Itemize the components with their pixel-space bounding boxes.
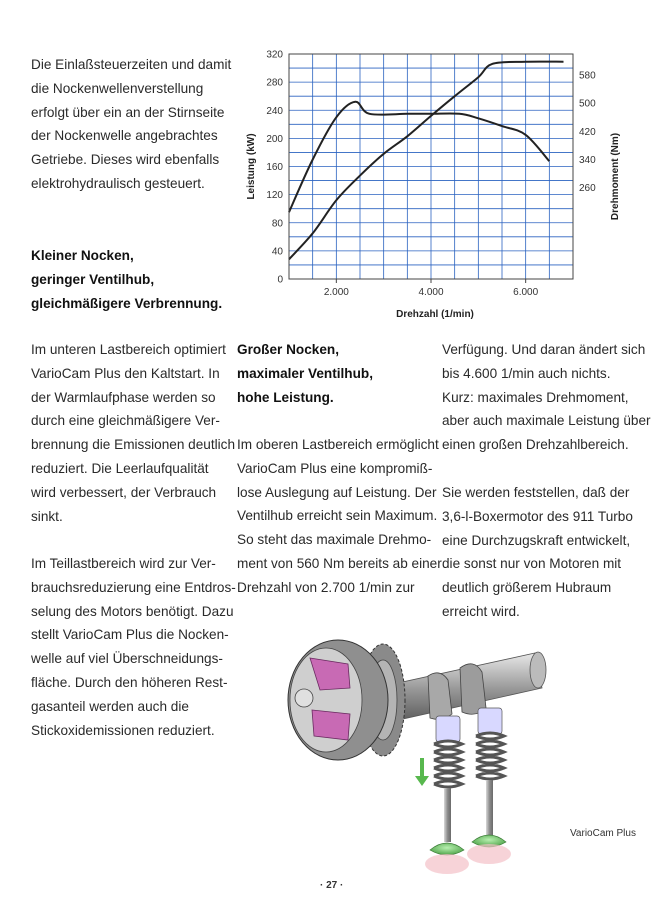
camshaft-end bbox=[530, 652, 546, 688]
power-torque-chart bbox=[230, 40, 630, 330]
paragraph-high-load: Im oberen Lastbereich ermöglicht VarioCam Plus eine kompromiß- lose Auslegung auf Leistung. Der Ventilhub erreicht sein Maximum. So steht das maximale Drehmo- ment von 560 Nm bereits ab einer Drehzahl von 2.700 1/min zur bbox=[237, 437, 442, 595]
power-curve bbox=[289, 62, 564, 260]
down-arrow-icon bbox=[415, 758, 429, 786]
y-tick-label-right: 580 bbox=[579, 70, 596, 82]
valve-assembly-left bbox=[425, 716, 469, 874]
chart-x-axis-label: Drehzahl (1/min) bbox=[396, 309, 474, 320]
paragraph-partial-load: Im Teillastbereich wird zur Ver- brauchsreduzierung eine Entdros- selung des Motors benötigt. Dazu stellt VarioCam Plus die Nocken- welle auf viel Überschneidungs- fläche. Durch den höheren Rest- gasanteil werden auch die Stickoxidemissionen reduziert. bbox=[31, 556, 236, 738]
illustration-caption: VarioCam Plus bbox=[570, 828, 636, 839]
y-tick-label-left: 200 bbox=[266, 133, 283, 145]
torque-curve bbox=[289, 102, 549, 212]
intro-paragraph: Die Einlaßsteuerzeiten und damit die Nockenwellenverstellung erfolgt über ein an der Stirnseite der Nockenwelle angebrachtes Getriebe. Dieses wird ebenfalls elektrohydraulisch gesteuert. bbox=[31, 57, 232, 191]
y-tick-label-right: 500 bbox=[579, 98, 596, 110]
cam-lobe bbox=[460, 664, 486, 714]
paragraph-torque-range: Verfügung. Und daran ändert sich bis 4.600 1/min auch nichts. Kurz: maximales Drehmoment, aber auch maximale Leistung über einen großen Drehzahlbereich. bbox=[442, 342, 651, 453]
oil-chamber bbox=[312, 710, 350, 740]
y-tick-label-left: 120 bbox=[266, 190, 283, 202]
y-tick-label-left: 160 bbox=[266, 162, 283, 173]
y-tick-label-right: 420 bbox=[579, 126, 596, 138]
bolt bbox=[295, 689, 313, 707]
y-tick-label-left: 280 bbox=[266, 77, 283, 89]
x-tick-label: 2.000 bbox=[323, 287, 349, 298]
y-tick-label-right: 260 bbox=[579, 183, 596, 195]
heading-large-cam: Großer Nocken, maximaler Ventilhub, hohe Leistung. bbox=[237, 342, 373, 405]
chart-grid bbox=[289, 54, 573, 279]
paragraph-low-load: Im unteren Lastbereich optimiert VarioCam Plus den Kaltstart. In der Warmlaufphase werden so durch eine gleichmäßigere Ver- brennung die Emissionen deutlich reduziert. Die Leerlaufqualität wird verbessert, der Verbrauch sinkt. bbox=[31, 342, 236, 524]
page-number: · 27 · bbox=[320, 880, 344, 891]
y-tick-label-right: 340 bbox=[579, 154, 596, 166]
y-tick-label-left: 0 bbox=[277, 274, 283, 286]
x-tick-label: 4.000 bbox=[418, 287, 444, 298]
paragraph-boxer-engine: Sie werden feststellen, daß der 3,6-l-Boxermotor des 911 Turbo eine Durchzugskraft entwickelt, die sonst nur von Motoren mit deutlich größerem Hubraum erreicht wird. bbox=[442, 485, 633, 619]
y-tick-label-left: 320 bbox=[266, 49, 283, 61]
y-tick-label-left: 240 bbox=[266, 105, 283, 117]
variocam-illustration bbox=[280, 628, 560, 888]
chart-y-axis-label-left: Leistung (kW) bbox=[246, 133, 257, 200]
x-tick-label: 6.000 bbox=[513, 287, 539, 298]
valve-assembly-right bbox=[467, 708, 511, 864]
y-tick-label-left: 80 bbox=[271, 218, 283, 230]
heading-small-cam: Kleiner Nocken, geringer Ventilhub, gleichmäßigere Verbrennung. bbox=[31, 248, 223, 311]
chart-y-axis-label-right: Drehmoment (Nm) bbox=[610, 132, 621, 221]
y-tick-label-left: 40 bbox=[271, 246, 283, 258]
chart-series bbox=[289, 62, 564, 260]
